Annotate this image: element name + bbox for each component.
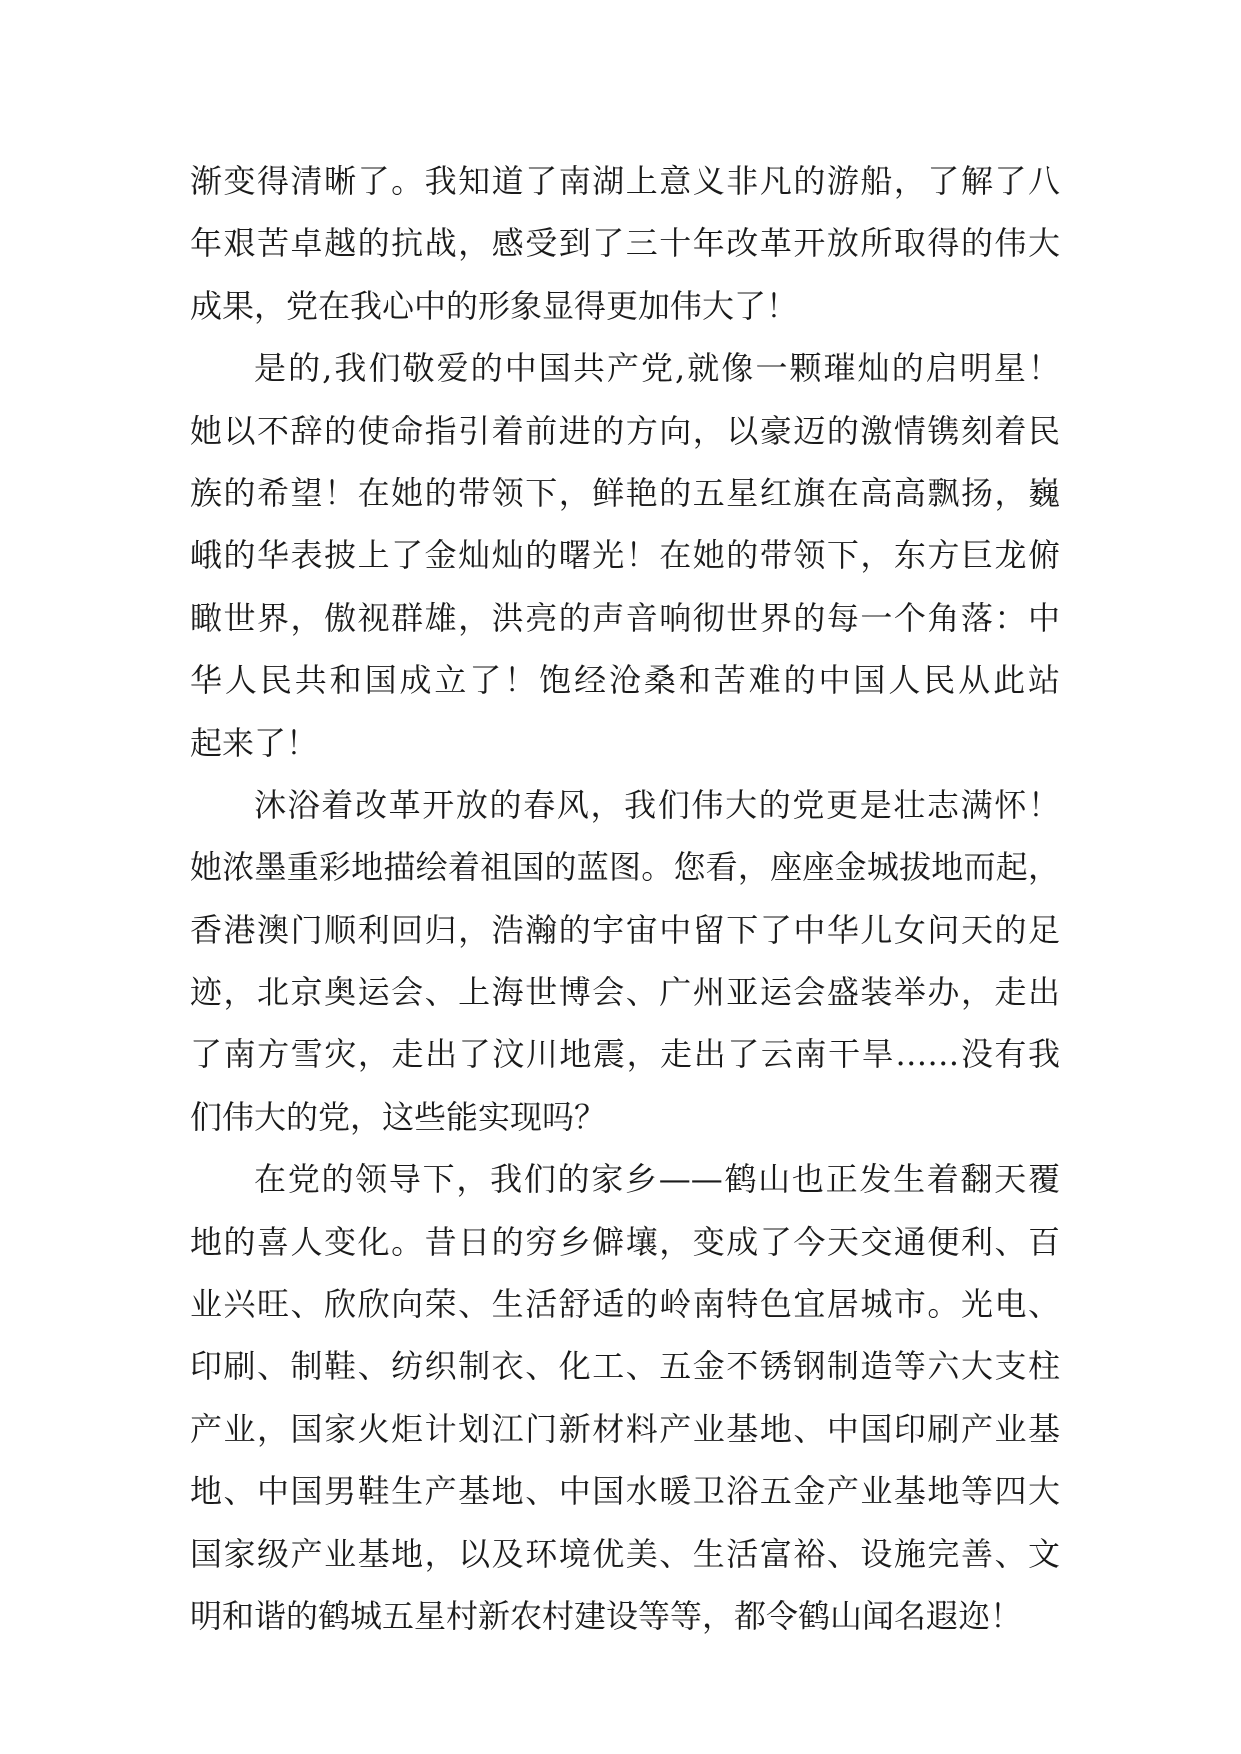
text-line: 地的喜人变化。昔日的穷乡僻壤，变成了今天交通便利、百 <box>190 1222 1060 1261</box>
text-line: 起来了！ <box>190 723 319 762</box>
text-line: 她以不辞的使命指引着前进的方向，以豪迈的激情镌刻着民 <box>190 411 1060 450</box>
text-line: 成果，党在我心中的形象显得更加伟大了！ <box>190 286 799 325</box>
text-line: 华人民共和国成立了！饱经沧桑和苦难的中国人民从此站 <box>190 661 1060 700</box>
text-line: 明和谐的鹤城五星村新农村建设等等，都令鹤山闻名遐迩！ <box>190 1596 1023 1635</box>
text-line: 香港澳门顺利回归，浩瀚的宇宙中留下了中华儿女问天的足 <box>190 910 1060 949</box>
paragraph <box>190 1148 1060 1647</box>
text-line: 产业，国家火炬计划江门新材料产业基地、中国印刷产业基 <box>190 1409 1060 1448</box>
text-line: 在党的领导下，我们的家乡——鹤山也正发生着翻天覆 <box>254 1160 1060 1199</box>
text-line: 峨的华表披上了金灿灿的曙光！在她的带领下，东方巨龙俯 <box>190 536 1060 575</box>
paragraph <box>190 774 1060 1148</box>
text-line: 们伟大的党，这些能实现吗？ <box>190 1097 607 1136</box>
text-line: 瞰世界，傲视群雄，洪亮的声音响彻世界的每一个角落：中 <box>190 598 1060 637</box>
text-line: 沐浴着改革开放的春风，我们伟大的党更是壮志满怀！ <box>254 785 1060 824</box>
text-line: 族的希望！在她的带领下，鲜艳的五星红旗在高高飘扬，巍 <box>190 473 1060 512</box>
paragraph <box>190 150 1060 337</box>
text-line: 是的,我们敬爱的中国共产党,就像一颗璀灿的启明星！ <box>254 349 1060 388</box>
text-line: 业兴旺、欣欣向荣、生活舒适的岭南特色宜居城市。光电、 <box>190 1285 1060 1324</box>
text-line: 了南方雪灾，走出了汶川地震，走出了云南干旱……没有我 <box>190 1035 1060 1074</box>
text-line: 她浓墨重彩地描绘着祖国的蓝图。您看，座座金城拔地而起， <box>190 848 1060 887</box>
text-line: 国家级产业基地，以及环境优美、生活富裕、设施完善、文 <box>190 1534 1060 1573</box>
text-line: 印刷、制鞋、纺织制衣、化工、五金不锈钢制造等六大支柱 <box>190 1347 1060 1386</box>
text-line: 年艰苦卓越的抗战，感受到了三十年改革开放所取得的伟大 <box>190 224 1060 263</box>
text-line: 地、中国男鞋生产基地、中国水暖卫浴五金产业基地等四大 <box>190 1472 1060 1511</box>
paragraph <box>190 337 1060 774</box>
document-body <box>190 150 1060 1647</box>
text-line: 迹，北京奥运会、上海世博会、广州亚运会盛装举办，走出 <box>190 973 1060 1012</box>
text-line: 渐变得清晰了。我知道了南湖上意义非凡的游船，了解了八 <box>190 162 1060 200</box>
